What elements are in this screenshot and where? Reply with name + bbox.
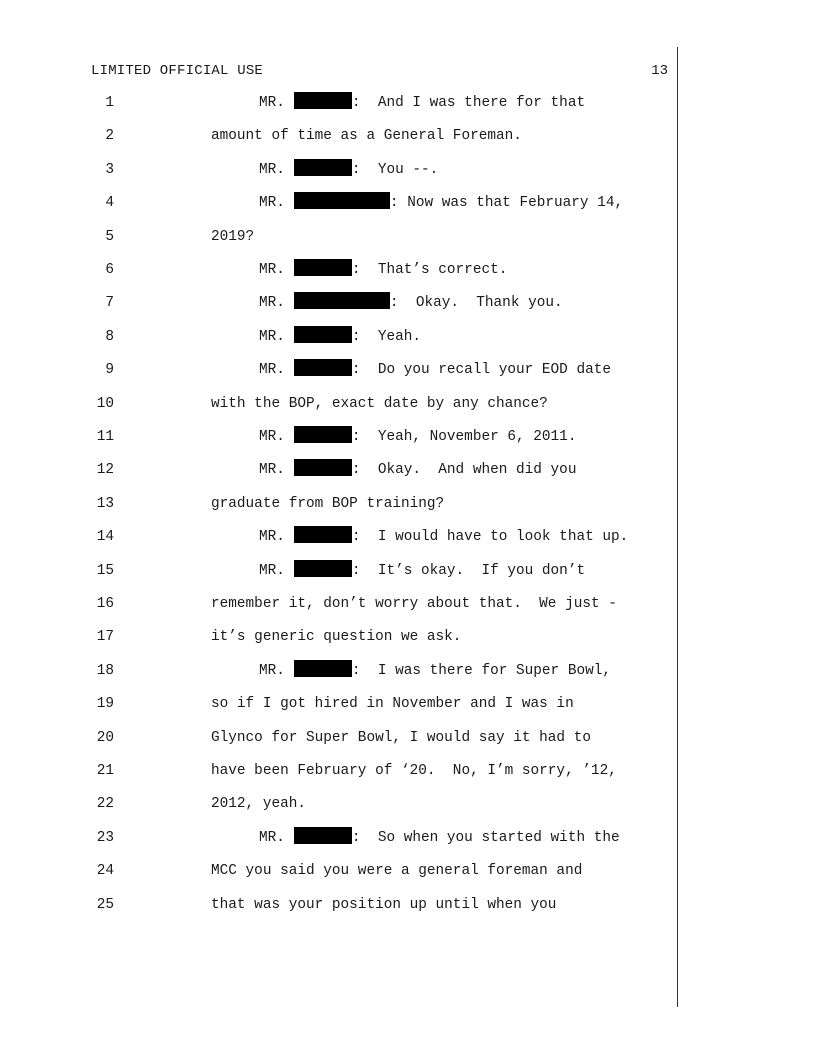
speaker-prefix: MR. bbox=[259, 95, 285, 111]
speaker-line bbox=[259, 326, 421, 348]
speaker-line bbox=[259, 827, 620, 849]
line-text: : Yeah, November 6, 2011. bbox=[351, 429, 577, 445]
line-number: 17 bbox=[96, 629, 114, 646]
redaction-box bbox=[294, 292, 390, 309]
redaction-box bbox=[294, 159, 352, 176]
line-text: it’s generic question we ask. bbox=[211, 629, 462, 646]
line-text: : Okay. And when did you bbox=[351, 462, 577, 479]
line-text: : So when you started with the bbox=[351, 829, 620, 846]
speaker-prefix: MR. bbox=[259, 362, 285, 379]
line-number: 6 bbox=[105, 262, 114, 278]
speaker-line bbox=[259, 292, 563, 314]
speaker-prefix: MR. bbox=[259, 829, 285, 846]
line-text: 2012, yeah. bbox=[211, 796, 306, 813]
speaker-prefix: MR. bbox=[259, 462, 285, 479]
line-text: MCC you said you were a general foreman and bbox=[211, 863, 583, 880]
transcript-line bbox=[0, 159, 816, 181]
speaker-prefix: MR. bbox=[259, 662, 285, 679]
line-text: Glynco for Super Bowl, I would say it had to bbox=[211, 729, 591, 746]
line-text: : Okay. Thank you. bbox=[389, 295, 563, 312]
transcript-line bbox=[0, 660, 816, 682]
line-text: : I was there for Super Bowl, bbox=[351, 662, 611, 679]
transcript-line bbox=[0, 860, 816, 882]
transcript-line bbox=[0, 459, 816, 481]
line-text: so if I got hired in November and I was in bbox=[211, 696, 574, 713]
transcript-line bbox=[0, 727, 816, 749]
line-text: : That’s correct. bbox=[351, 262, 508, 278]
line-text: remember it, don’t worry about that. We just - bbox=[211, 596, 617, 612]
line-number: 23 bbox=[96, 829, 114, 846]
speaker-prefix: MR. bbox=[259, 429, 285, 445]
redaction-box bbox=[294, 526, 352, 543]
line-text: : It’s okay. If you don’t bbox=[351, 562, 586, 579]
line-number: 18 bbox=[96, 662, 114, 679]
redaction-box bbox=[294, 660, 352, 677]
line-number: 19 bbox=[96, 696, 114, 713]
speaker-line bbox=[259, 259, 507, 281]
line-text: : And I was there for that bbox=[351, 95, 586, 111]
line-number: 5 bbox=[105, 228, 114, 245]
transcript-line bbox=[0, 593, 816, 615]
line-number: 13 bbox=[96, 495, 114, 512]
line-text: : Do you recall your EOD date bbox=[351, 362, 611, 379]
transcript-line bbox=[0, 226, 816, 248]
transcript-line bbox=[0, 359, 816, 381]
transcript-line bbox=[0, 894, 816, 916]
line-number: 25 bbox=[96, 896, 114, 913]
redaction-box bbox=[294, 259, 352, 276]
line-text: : Yeah. bbox=[351, 328, 422, 345]
speaker-line bbox=[259, 660, 611, 682]
speaker-line bbox=[259, 159, 438, 181]
line-number: 12 bbox=[96, 462, 114, 479]
speaker-prefix: MR. bbox=[259, 262, 285, 278]
line-text: : I would have to look that up. bbox=[351, 529, 629, 546]
line-number: 1 bbox=[105, 95, 114, 111]
line-number: 24 bbox=[96, 863, 114, 880]
transcript-line bbox=[0, 793, 816, 815]
transcript-line bbox=[0, 626, 816, 648]
line-number: 10 bbox=[96, 395, 114, 412]
redaction-box bbox=[294, 459, 352, 476]
line-text: have been February of ‘20. No, I’m sorry, ’12, bbox=[211, 763, 617, 779]
transcript-line bbox=[0, 92, 816, 114]
line-number: 4 bbox=[105, 195, 114, 212]
speaker-prefix: MR. bbox=[259, 328, 285, 345]
redaction-box bbox=[294, 827, 352, 844]
speaker-prefix: MR. bbox=[259, 562, 285, 579]
transcript-line bbox=[0, 560, 816, 582]
line-text: : Now was that February 14, bbox=[389, 195, 624, 212]
line-number: 8 bbox=[105, 328, 114, 345]
transcript-line bbox=[0, 493, 816, 515]
line-text: 2019? bbox=[211, 228, 255, 245]
line-text: with the BOP, exact date by any chance? bbox=[211, 395, 548, 412]
transcript-line bbox=[0, 326, 816, 348]
transcript-line bbox=[0, 526, 816, 548]
transcript-line bbox=[0, 192, 816, 214]
speaker-line bbox=[259, 560, 585, 582]
speaker-line bbox=[259, 426, 576, 448]
speaker-line bbox=[259, 92, 585, 114]
line-number: 20 bbox=[96, 729, 114, 746]
page-number: 13 bbox=[651, 63, 668, 79]
line-text: : You --. bbox=[351, 161, 439, 178]
classification-label: LIMITED OFFICIAL USE bbox=[91, 63, 264, 79]
line-number: 2 bbox=[105, 128, 114, 145]
line-number: 21 bbox=[96, 763, 114, 779]
speaker-prefix: MR. bbox=[259, 529, 285, 546]
transcript-line bbox=[0, 827, 816, 849]
speaker-line bbox=[259, 459, 576, 481]
transcript-line bbox=[0, 693, 816, 715]
line-number: 14 bbox=[96, 529, 114, 546]
transcript-line bbox=[0, 426, 816, 448]
line-text: amount of time as a General Foreman. bbox=[211, 128, 522, 145]
line-number: 11 bbox=[96, 429, 114, 445]
transcript-line bbox=[0, 760, 816, 782]
transcript-line bbox=[0, 125, 816, 147]
speaker-line bbox=[259, 359, 611, 381]
page-header bbox=[91, 61, 668, 81]
speaker-line bbox=[259, 192, 623, 214]
redaction-box bbox=[294, 359, 352, 376]
line-number: 9 bbox=[105, 362, 114, 379]
speaker-prefix: MR. bbox=[259, 295, 285, 312]
line-number: 15 bbox=[96, 562, 114, 579]
line-text: graduate from BOP training? bbox=[211, 495, 445, 512]
transcript-line bbox=[0, 393, 816, 415]
redaction-box bbox=[294, 326, 352, 343]
transcript-line bbox=[0, 292, 816, 314]
line-number: 16 bbox=[96, 596, 114, 612]
redaction-box bbox=[294, 426, 352, 443]
line-text: that was your position up until when you bbox=[211, 896, 557, 913]
redaction-box bbox=[294, 560, 352, 577]
redaction-box bbox=[294, 192, 390, 209]
line-number: 3 bbox=[105, 161, 114, 178]
line-number: 7 bbox=[105, 295, 114, 312]
transcript-line bbox=[0, 259, 816, 281]
speaker-prefix: MR. bbox=[259, 195, 285, 212]
redaction-box bbox=[294, 92, 352, 109]
speaker-line bbox=[259, 526, 628, 548]
speaker-prefix: MR. bbox=[259, 161, 285, 178]
line-number: 22 bbox=[96, 796, 114, 813]
